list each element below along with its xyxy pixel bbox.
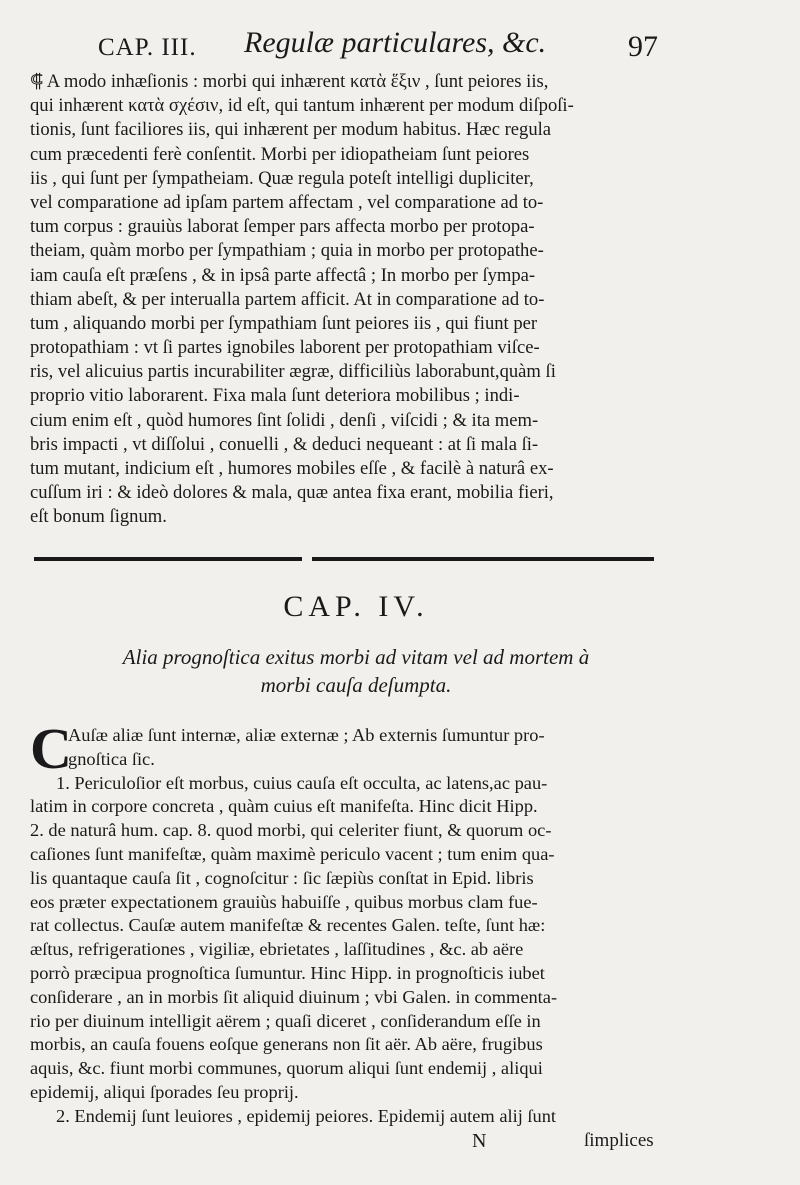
- chapter-heading: CAP. IV.: [283, 590, 429, 623]
- signature-mark: N: [472, 1130, 487, 1152]
- text-line: aquis, &c. fiunt morbi communes, quorum aliqui ſunt endemij , aliqui: [30, 1058, 543, 1079]
- text-line: tum mutant, indicium eſt , humores mobiles eſſe , & facilè à naturâ ex-: [30, 458, 554, 479]
- text-line: iis , qui ſunt per ſympatheiam. Quæ regula poteſt intelligi dupliciter,: [30, 167, 534, 189]
- text-line: 1. Periculoſior eſt morbus, cuius cauſa eſt occulta, ac latens,ac pau-: [56, 772, 548, 793]
- chapter-4-opening: [68, 724, 668, 772]
- text-line: iam cauſa eſt præſens , & in ipsâ parte affectâ ; In morbo per ſympa-: [30, 264, 536, 286]
- text-line: Auſæ aliæ ſunt internæ, aliæ externæ ; Ab externis ſumuntur pro-: [68, 725, 545, 745]
- chapter-subtitle-line-1: Alia prognoſtica exitus morbi ad vitam vel ad mortem à: [122, 645, 590, 669]
- header-chapter: CAP. III.: [98, 34, 197, 61]
- text-line: lis quantaque cauſa ſit , cognoſcitur : ſic ſæpiùs conſtat in Epid. libris: [30, 867, 534, 888]
- text-line: rat collectus. Cauſæ autem manifeſtæ & recentes Galen. teſte, ſunt hæ:: [30, 915, 546, 936]
- text-line: cum præcedenti ferè conſentit. Morbi per idiopatheiam ſunt peiores: [30, 143, 530, 165]
- divider-rule-left: [34, 557, 302, 561]
- text-line: conſiderare , an in morbis ſit aliquid diuinum ; vbi Galen. in commenta-: [30, 986, 558, 1007]
- text-line: protopathiam : vt ſi partes ignobiles laborent per protopathiam viſce-: [30, 337, 540, 359]
- text-line: qui inhærent κατὰ σχέσιν, id eſt, qui tantum inhærent per modum diſpoſi-: [30, 95, 574, 117]
- text-line: proprio vitio laborarent. Fixa mala ſunt deteriora mobilibus ; indi-: [30, 385, 520, 407]
- divider-rule-right: [312, 557, 654, 561]
- text-line: cium enim eſt , quòd humores ſint ſolidi , denſi , viſcidi ; & ita mem-: [30, 409, 539, 431]
- header-title: Regulæ particulares, &c.: [244, 26, 547, 59]
- text-line: eos præter expectationem grauiùs habuiſſe , quibus morbus clam fue-: [30, 891, 538, 912]
- text-line: tionis, ſunt faciliores iis, qui inhærent per modum habitus. Hæc regula: [30, 119, 552, 141]
- text-line: 2. Endemij ſunt leuiores , epidemij peiores. Epidemij autem alij ſunt: [56, 1105, 557, 1126]
- text-line: morbis, an cauſa fouens eoſque generans non ſit aër. Ab aëre, frugibus: [30, 1034, 543, 1055]
- text-line: tum , aliquando morbi per ſympathiam ſunt peiores iis , qui fiunt per: [30, 312, 538, 334]
- drop-cap: C: [30, 716, 72, 781]
- text-line: eſt bonum ſignum.: [30, 506, 167, 528]
- text-line: epidemij, aliqui ſporades ſeu proprij.: [30, 1081, 299, 1102]
- text-line: ⸿ A modo inhæſionis : morbi qui inhærent κατὰ ἕξιν , ſunt peiores iis,: [30, 71, 549, 92]
- text-line: cuſſum iri : & ideò dolores & mala, quæ antea fixa erant, mobilia fieri,: [30, 482, 554, 504]
- text-line: theiam, quàm morbo per ſympathiam ; quia in morbo per protopathe-: [30, 240, 544, 262]
- chapter-4-text: [30, 772, 670, 1129]
- text-line: vel comparatione ad ipſam partem affectam , vel comparatione ad to-: [30, 191, 544, 213]
- section-1-text: [30, 70, 670, 530]
- text-line: rio per diuinum intelligit aërem ; quaſi diceret , conſiderandum eſſe in: [30, 1010, 541, 1031]
- text-line: tum corpus : grauiùs laborat ſemper pars affecta morbo per protopa-: [30, 216, 535, 238]
- text-line: porrò præcipua prognoſtica ſumuntur. Hinc Hipp. in prognoſticis iubet: [30, 962, 545, 983]
- text-line: ris, vel alicuius partis incurabiliter ægræ, difficiliùs laborabunt,quàm ſi: [30, 361, 556, 383]
- catchword: ſimplices: [584, 1130, 654, 1151]
- text-line: thiam abeſt, & per interualla partem afficit. At in comparatione ad to-: [30, 288, 545, 310]
- chapter-subtitle-line-2: morbi cauſa deſumpta.: [260, 673, 452, 697]
- text-line: 2. de naturâ hum. cap. 8. quod morbi, qui celeriter fiunt, & quorum oc-: [30, 820, 552, 841]
- text-line: latim in corpore concreta , quàm cuius eſt manifeſta. Hinc dicit Hipp.: [30, 796, 538, 817]
- text-line: gnoſtica ſic.: [68, 748, 155, 769]
- page-number: 97: [628, 30, 658, 63]
- running-header: [98, 26, 658, 76]
- text-line: caſiones ſunt manifeſtæ, quàm maximè periculo vacent ; tum enim qua-: [30, 843, 555, 864]
- text-line: æſtus, refrigerationes , vigiliæ, ebrietates , laſſitudines , &c. ab aëre: [30, 939, 524, 960]
- text-line: bris impacti , vt diſſolui , conuelli , & deduci nequeant : at ſi mala ſi-: [30, 433, 539, 455]
